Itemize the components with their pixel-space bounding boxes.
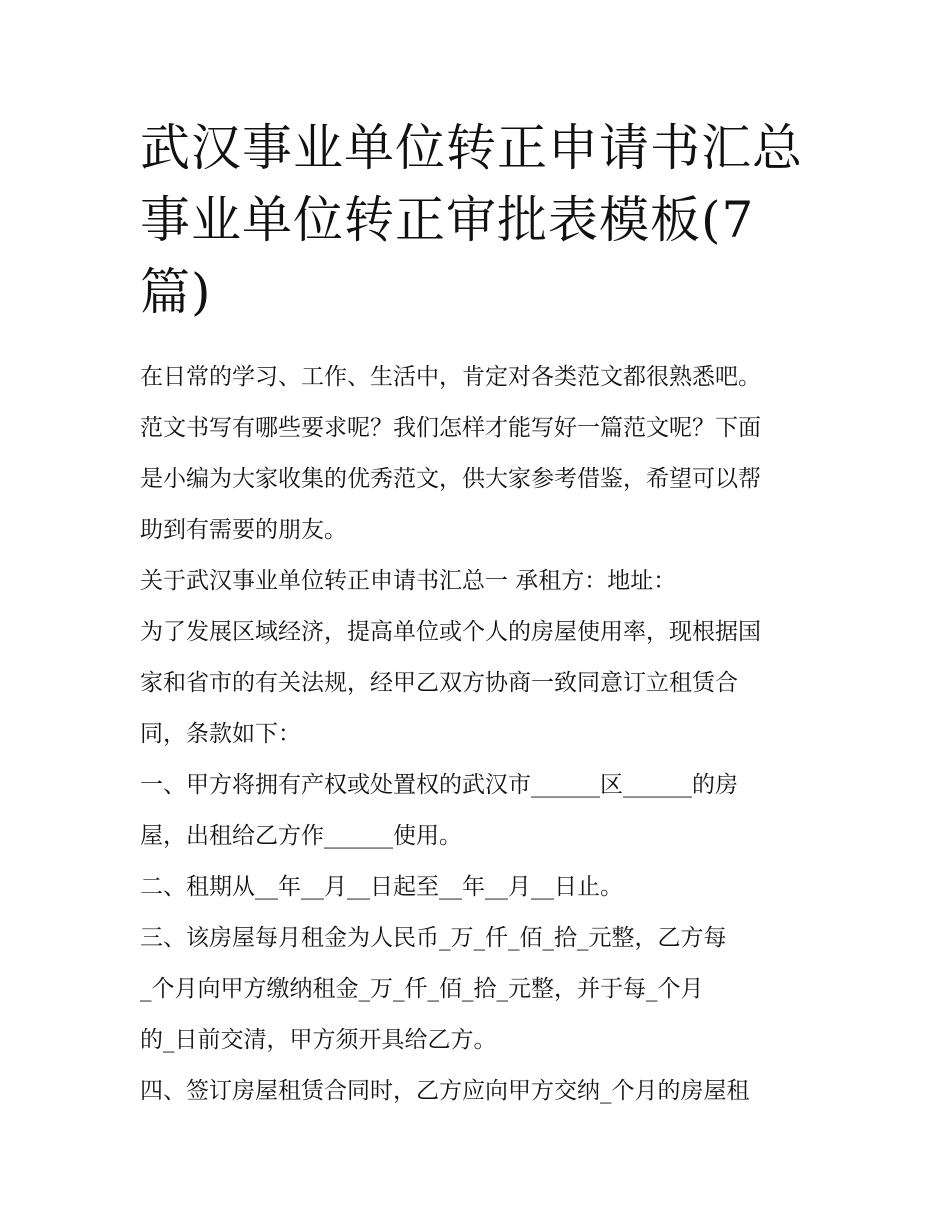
title-line-1: 武汉事业单位转正申请书汇总 [140,119,803,177]
body-line-6: 为了发展区域经济，提高单位或个人的房屋使用率，现根据国 [140,619,761,645]
document-title [140,112,830,328]
body-line-9: 一、甲方将拥有产权或处置权的武汉市______区______的房 [140,772,738,798]
body-line-11: 二、租期从__年__月__日起至__年__月__日止。 [140,874,623,900]
body-line-5: 关于武汉事业单位转正申请书汇总一 承租方：地址： [140,568,677,594]
body-line-3: 是小编为大家收集的优秀范文，供大家参考借鉴，希望可以帮 [140,466,761,492]
body-line-12: 三、该房屋每月租金为人民币_万_仟_佰_拾_元整，乙方每 [140,925,727,951]
body-line-13: _个月向甲方缴纳租金_万_仟_佰_拾_元整，并于每_个月 [140,976,704,1002]
body-line-8: 同，条款如下： [140,721,301,747]
title-line-2: 事业单位转正审批表模板(7 [140,191,755,249]
title-line-3: 篇) [140,263,212,321]
body-line-10: 屋，出租给乙方作______使用。 [140,823,462,849]
body-line-7: 家和省市的有关法规，经甲乙双方协商一致同意订立租赁合 [140,670,738,696]
body-line-4: 助到有需要的朋友。 [140,517,347,543]
body-line-1: 在日常的学习、工作、生活中，肯定对各类范文都很熟悉吧。 [140,364,761,390]
body-line-2: 范文书写有哪些要求呢？我们怎样才能写好一篇范文呢？下面 [140,415,761,441]
document-body [140,352,830,1117]
body-line-15: 四、签订房屋租赁合同时，乙方应向甲方交纳_个月的房屋租 [140,1078,750,1104]
body-line-14: 的_日前交清，甲方须开具给乙方。 [140,1027,497,1053]
